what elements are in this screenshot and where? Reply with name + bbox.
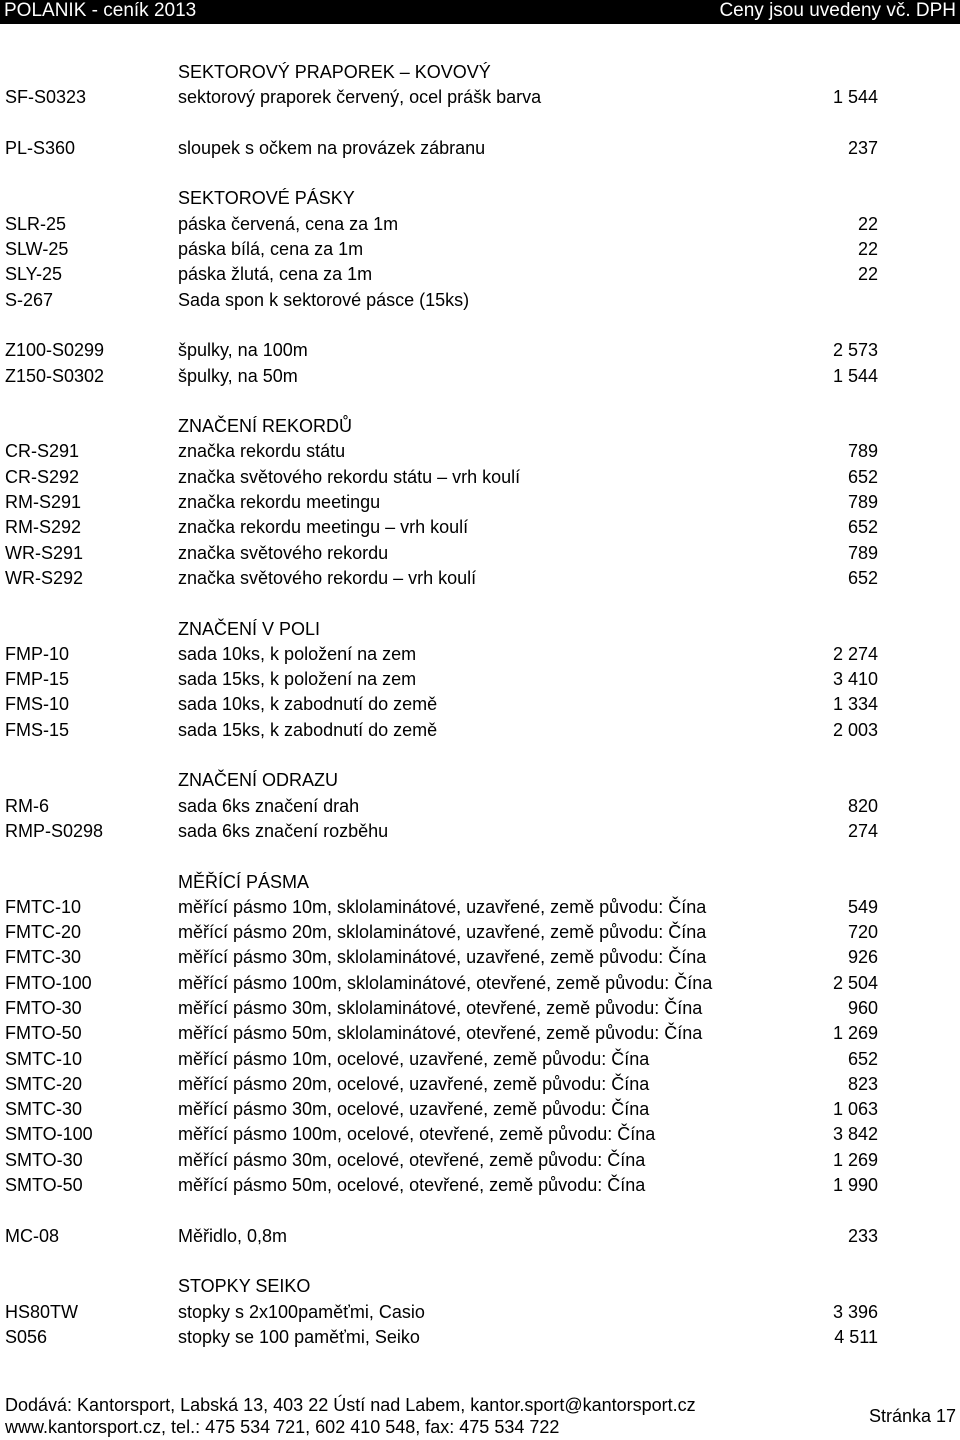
product-code: RMP-S0298 xyxy=(5,820,104,841)
product-code: FMP-15 xyxy=(5,669,70,690)
product-code: SLW-25 xyxy=(5,239,69,260)
product-price: 3 842 xyxy=(832,1124,878,1145)
product-price: 1 334 xyxy=(832,694,878,715)
product-description: sada 15ks, k zabodnutí do země xyxy=(178,719,438,740)
product-code: FMS-10 xyxy=(5,694,70,715)
product-description: sada 10ks, k položení na zem xyxy=(178,643,417,664)
product-row xyxy=(0,288,960,313)
product-code: WR-S291 xyxy=(5,542,84,563)
section-heading-row xyxy=(0,768,960,793)
product-description: značka světového rekordu státu – vrh koulí xyxy=(178,466,521,487)
row-spacer xyxy=(0,591,960,616)
product-row xyxy=(0,1325,960,1350)
product-price: 926 xyxy=(847,947,878,968)
row-spacer xyxy=(0,1249,960,1274)
row-spacer xyxy=(0,161,960,186)
product-description: špulky, na 50m xyxy=(178,365,298,386)
product-description: měřící pásmo 50m, ocelové, otevřené, země původu: Čína xyxy=(178,1175,646,1196)
row-spacer xyxy=(0,743,960,768)
section-heading: SEKTOROVÉ PÁSKY xyxy=(178,188,355,209)
product-row xyxy=(0,920,960,945)
section-heading-row xyxy=(0,617,960,642)
product-code: RM-S291 xyxy=(5,492,82,513)
product-row xyxy=(0,212,960,237)
product-code: RM-6 xyxy=(5,795,49,816)
product-description: páska žlutá, cena za 1m xyxy=(178,264,373,285)
product-price: 652 xyxy=(847,1048,878,1069)
product-row xyxy=(0,1021,960,1046)
section-heading-row xyxy=(0,1274,960,1299)
row-spacer xyxy=(0,313,960,338)
product-row xyxy=(0,1173,960,1198)
product-code: HS80TW xyxy=(5,1301,79,1322)
section-heading: SEKTOROVÝ PRAPOREK – KOVOVÝ xyxy=(178,62,491,82)
section-heading: ZNAČENÍ REKORDŮ xyxy=(178,416,353,437)
product-description: měřící pásmo 100m, ocelové, otevřené, země původu: Čína xyxy=(178,1124,656,1145)
product-description: páska červená, cena za 1m xyxy=(178,213,399,234)
product-code: SLY-25 xyxy=(5,264,63,285)
product-row xyxy=(0,692,960,717)
product-description: Měřidlo, 0,8m xyxy=(178,1225,288,1246)
product-price: 22 xyxy=(857,264,878,285)
product-row xyxy=(0,1148,960,1173)
product-code: FMTC-30 xyxy=(5,947,81,968)
product-row xyxy=(0,1097,960,1122)
product-code: FMTO-30 xyxy=(5,997,82,1018)
product-description: měřící pásmo 10m, sklolaminátové, uzavřené, země původu: Čína xyxy=(178,896,707,917)
product-row xyxy=(0,1072,960,1097)
product-price: 549 xyxy=(847,896,878,917)
product-price: 1 544 xyxy=(832,87,878,108)
section-heading: ZNAČENÍ V POLI xyxy=(178,618,321,639)
product-price: 960 xyxy=(847,997,878,1018)
product-description: měřící pásmo 30m, ocelové, uzavřené, země původu: Čína xyxy=(178,1099,650,1120)
product-price: 3 410 xyxy=(832,669,878,690)
product-code: PL-S360 xyxy=(5,137,76,158)
section-heading: STOPKY SEIKO xyxy=(178,1276,311,1297)
footer xyxy=(5,1394,696,1438)
product-row xyxy=(0,996,960,1021)
product-row xyxy=(0,439,960,464)
product-price: 3 396 xyxy=(832,1301,878,1322)
product-price: 652 xyxy=(847,517,878,538)
product-price: 1 544 xyxy=(832,365,878,386)
product-price: 2 003 xyxy=(832,719,878,740)
product-price: 652 xyxy=(847,466,878,487)
product-description: měřící pásmo 50m, sklolaminátové, otevřené, země původu: Čína xyxy=(178,1023,703,1044)
header-vat-note: Ceny jsou uvedeny vč. DPH xyxy=(719,0,956,21)
product-row xyxy=(0,895,960,920)
product-code: CR-S291 xyxy=(5,441,80,462)
product-row xyxy=(0,364,960,389)
product-code: SF-S0323 xyxy=(5,87,87,108)
product-description: měřící pásmo 10m, ocelové, uzavřené, země původu: Čína xyxy=(178,1048,650,1069)
product-row xyxy=(0,819,960,844)
header-title: POLANIK - ceník 2013 xyxy=(4,0,197,21)
product-price: 652 xyxy=(847,567,878,588)
product-description: měřící pásmo 20m, sklolaminátové, uzavřené, země původu: Čína xyxy=(178,922,707,943)
product-code: S056 xyxy=(5,1326,48,1347)
section-heading-row xyxy=(0,870,960,895)
product-price: 1 269 xyxy=(832,1023,878,1044)
product-price: 4 511 xyxy=(834,1326,878,1347)
product-row xyxy=(0,718,960,743)
product-row xyxy=(0,1122,960,1147)
section-heading: ZNAČENÍ ODRAZU xyxy=(178,770,339,791)
product-code: SMTO-50 xyxy=(5,1175,83,1196)
product-price: 233 xyxy=(847,1225,878,1246)
row-spacer xyxy=(0,389,960,414)
product-description: měřící pásmo 30m, ocelové, otevřené, země původu: Čína xyxy=(178,1149,646,1170)
footer-supplier: Dodává: Kantorsport, Labská 13, 403 22 Ústí nad Labem, kantor.sport@kantorsport.cz xyxy=(5,1395,696,1415)
product-row xyxy=(0,1224,960,1249)
product-row xyxy=(0,667,960,692)
product-code: MC-08 xyxy=(5,1225,60,1246)
product-code: FMTO-50 xyxy=(5,1023,82,1044)
product-description: měřící pásmo 20m, ocelové, uzavřené, země původu: Čína xyxy=(178,1073,650,1094)
product-price: 1 990 xyxy=(832,1175,878,1196)
product-code: S-267 xyxy=(5,289,54,310)
product-description: značka světového rekordu xyxy=(178,542,389,563)
section-heading-row xyxy=(0,414,960,439)
product-price: 2 573 xyxy=(832,340,878,361)
product-row xyxy=(0,1300,960,1325)
product-row xyxy=(0,1047,960,1072)
product-code: FMS-15 xyxy=(5,719,70,740)
product-code: SMTO-100 xyxy=(5,1124,93,1145)
product-row xyxy=(0,490,960,515)
product-row xyxy=(0,136,960,161)
product-code: SLR-25 xyxy=(5,213,67,234)
product-description: sloupek s očkem na provázek zábranu xyxy=(178,137,486,158)
product-code: FMTC-20 xyxy=(5,922,81,943)
product-code: FMTC-10 xyxy=(5,896,81,917)
product-code: Z150-S0302 xyxy=(5,365,105,386)
product-description: sada 6ks značení drah xyxy=(178,795,360,816)
page-header xyxy=(0,0,960,24)
product-code: SMTO-30 xyxy=(5,1149,83,1170)
product-description: značka rekordu meetingu – vrh koulí xyxy=(178,517,469,538)
section-heading-row xyxy=(0,186,960,211)
product-description: stopky s 2x100paměťmi, Casio xyxy=(178,1301,425,1322)
product-row xyxy=(0,541,960,566)
product-price: 823 xyxy=(847,1073,878,1094)
product-description: měřící pásmo 100m, sklolaminátové, otevřené, země původu: Čína xyxy=(178,972,713,993)
product-row xyxy=(0,338,960,363)
product-description: měřící pásmo 30m, sklolaminátové, otevřené, země původu: Čína xyxy=(178,997,703,1018)
footer-contact: www.kantorsport.cz, tel.: 475 534 721, 602 410 548, fax: 475 534 722 xyxy=(5,1417,560,1437)
product-row xyxy=(0,794,960,819)
product-description: sada 10ks, k zabodnutí do země xyxy=(178,694,438,715)
section-heading-row xyxy=(0,60,960,85)
product-row xyxy=(0,566,960,591)
product-code: FMTO-100 xyxy=(5,972,92,993)
product-row xyxy=(0,971,960,996)
product-code: FMP-10 xyxy=(5,643,70,664)
row-spacer xyxy=(0,844,960,869)
product-price: 1 063 xyxy=(832,1099,878,1120)
product-description: Sada spon k sektorové pásce (15ks) xyxy=(178,289,470,310)
product-description: páska bílá, cena za 1m xyxy=(178,239,364,260)
product-row xyxy=(0,465,960,490)
product-description: špulky, na 100m xyxy=(178,340,308,361)
product-description: měřící pásmo 30m, sklolaminátové, uzavřené, země původu: Čína xyxy=(178,947,707,968)
product-description: sada 15ks, k položení na zem xyxy=(178,669,417,690)
product-row xyxy=(0,85,960,110)
product-description: sada 6ks značení rozběhu xyxy=(178,820,389,841)
product-code: CR-S292 xyxy=(5,466,80,487)
product-row xyxy=(0,945,960,970)
product-price: 789 xyxy=(847,441,878,462)
product-row xyxy=(0,642,960,667)
product-code: SMTC-30 xyxy=(5,1099,83,1120)
product-description: sektorový praporek červený, ocel prášk barva xyxy=(178,87,542,108)
product-code: RM-S292 xyxy=(5,517,82,538)
price-list xyxy=(0,60,960,1350)
product-price: 820 xyxy=(847,795,878,816)
product-price: 2 274 xyxy=(832,643,878,664)
product-row xyxy=(0,262,960,287)
product-code: WR-S292 xyxy=(5,567,84,588)
product-price: 22 xyxy=(857,239,878,260)
product-description: značka světového rekordu – vrh koulí xyxy=(178,567,477,588)
product-price: 237 xyxy=(847,137,878,158)
row-spacer xyxy=(0,111,960,136)
product-price: 274 xyxy=(847,820,878,841)
row-spacer xyxy=(0,1198,960,1223)
product-code: SMTC-20 xyxy=(5,1073,83,1094)
product-price: 720 xyxy=(847,922,878,943)
product-price: 2 504 xyxy=(832,972,878,993)
product-code: SMTC-10 xyxy=(5,1048,83,1069)
product-description: značka rekordu meetingu xyxy=(178,492,381,513)
product-price: 789 xyxy=(847,492,878,513)
product-description: stopky se 100 paměťmi, Seiko xyxy=(178,1326,420,1347)
product-code: Z100-S0299 xyxy=(5,340,105,361)
section-heading: MĚŘÍCÍ PÁSMA xyxy=(178,871,310,892)
product-price: 22 xyxy=(857,213,878,234)
product-price: 789 xyxy=(847,542,878,563)
product-row xyxy=(0,515,960,540)
product-price: 1 269 xyxy=(832,1149,878,1170)
product-description: značka rekordu státu xyxy=(178,441,346,462)
page-number: Stránka 17 xyxy=(868,1406,956,1426)
product-row xyxy=(0,237,960,262)
